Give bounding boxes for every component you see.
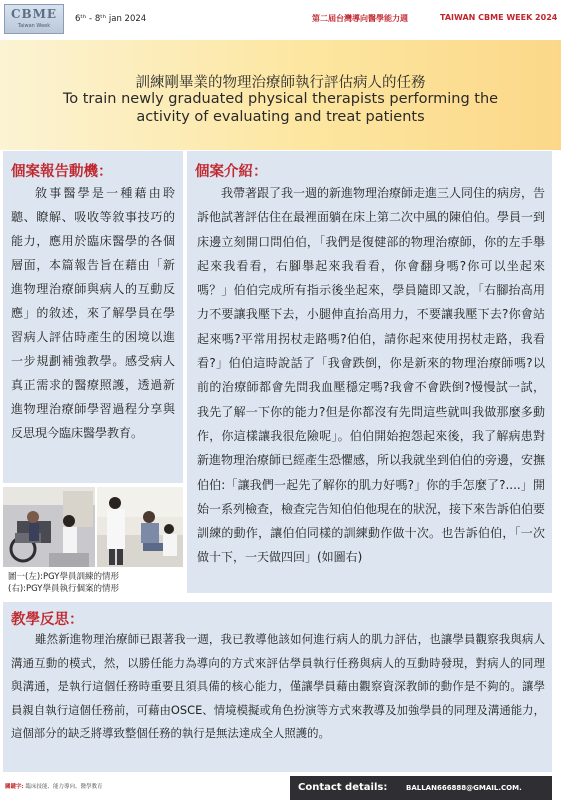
motivation-heading: 個案報告動機：	[11, 164, 113, 180]
keywords-label: 關鍵字:	[5, 784, 24, 790]
conference-name-en: TAIWAN CBME WEEK 2024	[440, 13, 558, 22]
motivation-panel	[3, 151, 183, 483]
contact-label: Contact details:	[298, 782, 388, 793]
keywords-line	[5, 782, 102, 790]
case-photo-illustration	[97, 487, 183, 567]
training-photo-illustration	[3, 487, 95, 567]
contact-email[interactable]: BALLAN666888@GMAIL.COM.	[406, 784, 522, 792]
cbme-logo	[4, 4, 64, 34]
figure-caption	[8, 571, 119, 595]
case-photo	[97, 487, 183, 567]
case-text: 我帶著跟了我一週的新進物理治療師走進三人同住的病房，告訴他試著評估住在最裡面躺在床上第二次中風的陳伯伯。學員一到床邊立刻開口問伯伯，「我們是復健部的物理治療師，你的左手舉起來我看看，右腳舉起來我看看，你會翻身嗎?你可以坐起來嗎？」伯伯完成所有指示後坐起來，學員隨即又說，「右腳抬高用力不要讓我壓下去，小腿伸直抬高用力，不要讓我壓下去?你會站起來嗎?平常用拐杖走路嗎?伯伯，請你起來使用拐杖走路，我看看?」伯伯這時說話了「我會跌倒，你是新來的物理治療師嗎?以前的治療師都會先問我血壓穩定嗎?我會不會跌倒?慢慢試一試，我先了解一下你的能力?但是你都沒有先問這些就叫我做那麼多動作，你這樣讓我很危險呢」。伯伯開始抱怨起來後，我了解病患對新進物理治療師已經產生恐懼感，所以我就坐到伯伯的旁邊，安撫伯伯:「讓我們一起先了解你的肌力好嗎?」你的手怎麼了?....」開始一系列檢查，檢查完告知伯伯他現在的狀況，接下來告訴伯伯要訓練的動作，讓伯伯同樣的訓練動作做十次。也告訴伯伯，「一次做十下，一天做四回」(如圖右)	[197, 186, 546, 565]
title-band	[0, 40, 561, 150]
reflection-text: 雖然新進物理治療師已跟著我一週，我已教導他該如何進行病人的肌力評估，也讓學員觀察我與病人溝通互動的模式，然，以勝任能力為導向的方式來評估學員執行任務與病人的互動時發現，對病人的同理與溝通，是執行這個任務時重要且須具備的核心能力，僅讓學員藉由觀察資深教師的動作是不夠的。讓學員親自執行這個任務前，可藉由OSCE、情境模擬或角色扮演等方式來教導及加強學員的同理及溝通能力，這個部分的缺乏將導致整個任務的執行是無法達成全人照護的。	[11, 632, 545, 740]
event-dates: 6ᵗʰ - 8ᵗʰ jan 2024	[75, 14, 147, 24]
title-english-line1: To train newly graduated physical therapists performing the	[62, 91, 499, 107]
case-panel	[187, 151, 552, 593]
keywords-bar	[3, 777, 286, 797]
caption-line-1: 圖一(左):PGY學員訓練的情形	[8, 572, 119, 582]
title-chinese: 訓練剛畢業的物理治療師執行評估病人的任務	[135, 75, 426, 91]
reflection-heading: 教學反思：	[11, 612, 84, 628]
reflection-panel	[3, 602, 552, 772]
logo-text: CBME	[10, 7, 58, 21]
motivation-text: 敘事醫學是一種藉由聆聽、瞭解、吸收等敘事技巧的能力，應用於臨床醫學的各個層面，本篇報告旨在藉由「新進物理治療師與病人的互動反應」的敘述，來了解學員在學習病人評估時產生的困境以進一步規劃補強教學。感受病人真正需求的醫療照護，透過新進物理治療師學習過程分享與反思現今臨床醫學教育。	[11, 186, 175, 440]
contact-bar	[290, 776, 552, 800]
keywords-value: 臨床技能、能力導向、醫學教育	[25, 784, 103, 790]
conference-name-zh: 第二屆台灣導向醫學能力週	[312, 14, 408, 23]
page-header	[0, 0, 561, 40]
caption-line-2: (右):PGY學員執行個案的情形	[8, 584, 119, 594]
figure-photos	[3, 487, 183, 567]
training-photo	[3, 487, 95, 567]
case-heading: 個案介紹：	[195, 164, 268, 180]
logo-subtext: Taiwan Week	[17, 23, 51, 29]
title-english-line2: activity of evaluating and treat patients	[136, 109, 425, 125]
